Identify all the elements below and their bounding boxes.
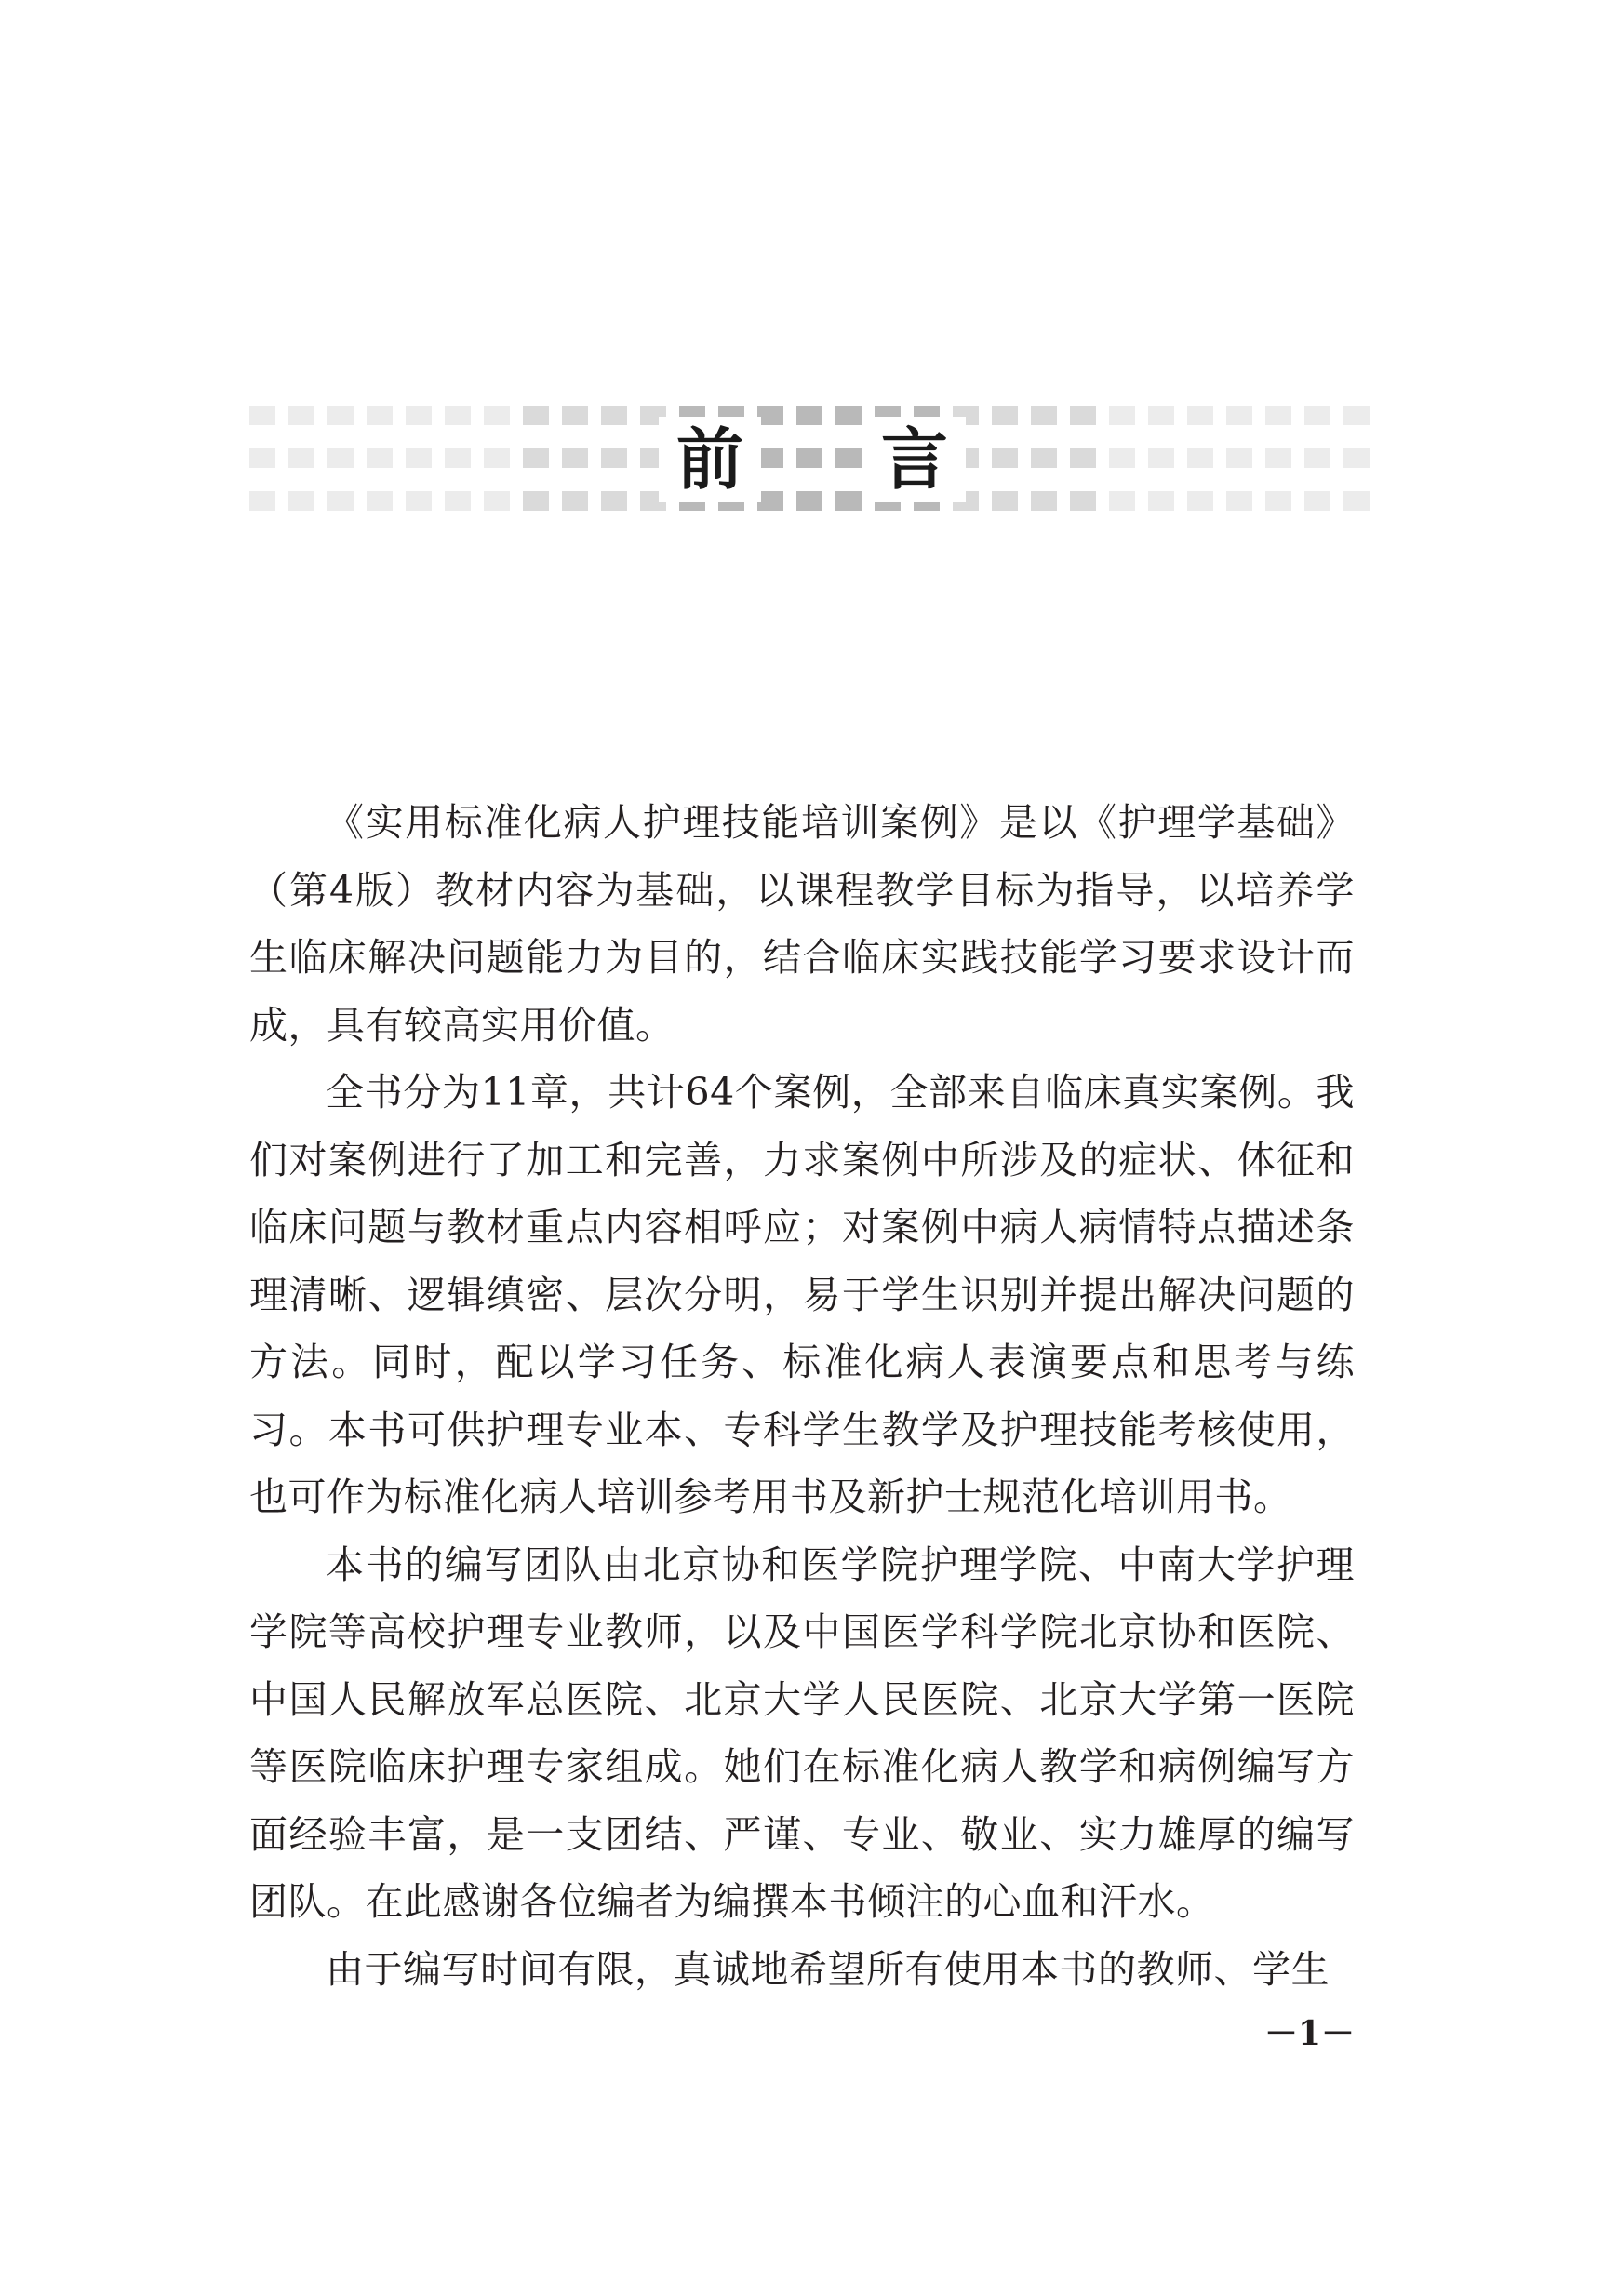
decorative-square <box>249 491 275 511</box>
decorative-square <box>1265 406 1291 425</box>
decorative-square <box>1070 491 1096 511</box>
decorative-square <box>1031 491 1057 511</box>
decorative-square <box>992 406 1018 425</box>
decorative-square <box>1148 491 1174 511</box>
decorative-square <box>562 491 588 511</box>
decorative-square <box>1187 448 1213 468</box>
decorative-square <box>288 491 314 511</box>
paragraph-1: 《实用标准化病人护理技能培训案例》是以《护理学基础》（第4版）教材内容为基础，以课程教学目标为指导，以培养学生临床解决问题能力为目的，结合临床实践技能学习要求设计而成，具有较高实用价值。 <box>249 800 1355 1048</box>
decorative-square <box>1265 491 1291 511</box>
decorative-square <box>445 448 471 468</box>
decorative-square <box>249 448 275 468</box>
decorative-square <box>1109 406 1135 425</box>
decorative-square <box>327 406 354 425</box>
decorative-square <box>1226 491 1252 511</box>
decorative-square <box>601 448 627 468</box>
decorative-square <box>523 406 549 425</box>
title-banner <box>249 398 1366 519</box>
decorative-square <box>1031 406 1057 425</box>
preface-body <box>249 789 1355 2003</box>
decorative-square <box>249 406 275 425</box>
decorative-square <box>992 448 1018 468</box>
decorative-square <box>1148 448 1174 468</box>
decorative-square <box>796 448 822 468</box>
decorative-square <box>757 491 783 511</box>
page-number: －1－ <box>1263 2014 1355 2053</box>
decorative-square <box>367 448 393 468</box>
decorative-square <box>835 448 862 468</box>
decorative-square <box>1343 491 1370 511</box>
decorative-square <box>1304 491 1330 511</box>
decorative-square <box>1187 406 1213 425</box>
decorative-square <box>523 491 549 511</box>
decorative-square <box>484 448 510 468</box>
decorative-square <box>1226 448 1252 468</box>
decorative-square <box>406 406 432 425</box>
decorative-square <box>1109 491 1135 511</box>
decorative-square <box>1343 406 1370 425</box>
title-char-1: 前 <box>659 417 761 502</box>
decorative-square <box>757 406 783 425</box>
decorative-square <box>835 491 862 511</box>
decorative-square <box>523 448 549 468</box>
decorative-square-pattern <box>249 398 1366 519</box>
decorative-square <box>601 491 627 511</box>
decorative-square <box>1304 406 1330 425</box>
decorative-square <box>327 491 354 511</box>
decorative-square <box>484 406 510 425</box>
title-char-2: 言 <box>863 417 966 502</box>
decorative-square <box>835 406 862 425</box>
decorative-square <box>1187 491 1213 511</box>
decorative-square <box>1343 448 1370 468</box>
decorative-square <box>1070 448 1096 468</box>
paragraph-2: 全书分为11章，共计64个案例，全部来自临床真实案例。我们对案例进行了加工和完善，力求案例中所涉及的症状、体征和临床问题与教材重点内容相呼应；对案例中病人病情特点描述条理清晰、逻辑缜密、层次分明，易于学生识别并提出解决问题的方法。同时，配以学习任务、标准化病人表演要点和思考与练习。本书可供护理专业本、专科学生教学及护理技能考核使用，也可作为标准化病人培训参考用书及新护士规范化培训用书。 <box>249 1070 1355 1519</box>
decorative-square <box>1265 448 1291 468</box>
decorative-square <box>367 406 393 425</box>
decorative-square <box>562 448 588 468</box>
decorative-square <box>1070 406 1096 425</box>
decorative-square <box>757 448 783 468</box>
paragraph-3: 本书的编写团队由北京协和医学院护理学院、中南大学护理学院等高校护理专业教师，以及中国医学科学院北京协和医院、中国人民解放军总医院、北京大学人民医院、北京大学第一医院等医院临床护理专家组成。她们在标准化病人教学和病例编写方面经验丰富，是一支团结、严谨、专业、敬业、实力雄厚的编写团队。在此感谢各位编者为编撰本书倾注的心血和汗水。 <box>249 1542 1355 1924</box>
decorative-square <box>796 406 822 425</box>
decorative-square <box>288 406 314 425</box>
decorative-square <box>406 448 432 468</box>
decorative-square <box>484 491 510 511</box>
decorative-square <box>445 491 471 511</box>
decorative-square <box>601 406 627 425</box>
decorative-square <box>288 448 314 468</box>
decorative-square <box>1226 406 1252 425</box>
decorative-square <box>796 491 822 511</box>
decorative-square <box>367 491 393 511</box>
decorative-square <box>406 491 432 511</box>
decorative-square <box>327 448 354 468</box>
paragraph-4: 由于编写时间有限，真诚地希望所有使用本书的教师、学生 <box>326 1946 1330 1992</box>
decorative-square <box>1031 448 1057 468</box>
decorative-square <box>992 491 1018 511</box>
decorative-square <box>562 406 588 425</box>
decorative-square <box>445 406 471 425</box>
decorative-square <box>1304 448 1330 468</box>
decorative-square <box>1148 406 1174 425</box>
decorative-square <box>1109 448 1135 468</box>
